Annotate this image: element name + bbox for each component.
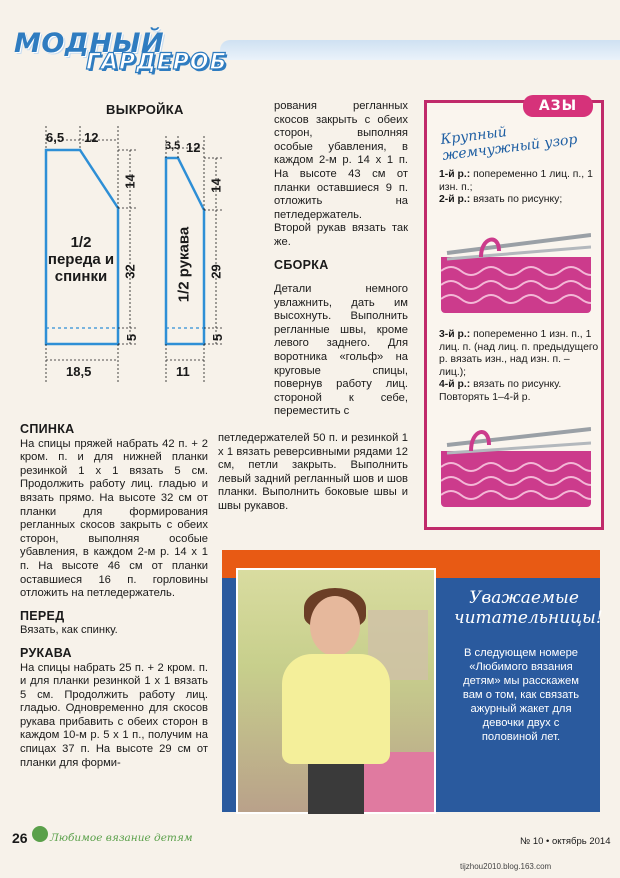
section-header [0,18,620,80]
sborka-text-narrow [274,283,408,419]
rukava-continuation: рования регланных скосов закрыть с обеих сторон, выполняя особые убавления, в каждом 2-м р. 14 х 1 п. На высоте 43 см от планки оставшиеся 9 п. отложить на петледержатель. [274,100,408,221]
sleeve-dim-top-right: 12 [186,140,201,155]
yarn-ball-icon [32,826,48,842]
section-title-rukava: РУКАВА [20,645,72,660]
issue-info: № 10 • октябрь 2014 [520,836,611,847]
sleeve-piece-label: 1/2 рукава [175,226,193,303]
rukava-text: На спицы набрать 25 п. + 2 кром. п. и для планки резинкой 1 х 1 вязать 5 см. Продолжить работу лиц. гладью. Одновременно для скосов рукава прибавить с обеих сторон в каждом 10-м р. 5 х 1 п., получим на спицах 37 п. На высоте 29 см от планки для форми- [20,661,208,769]
diagram-title: ВЫКРОЙКА [106,102,184,117]
sleeve-dim-bottom: 11 [176,364,190,379]
section-title-pered: ПЕРЕД [20,608,65,623]
sleeve-dim-lower: 5 [210,333,226,342]
row4-label: 4-й р.: [439,379,471,391]
photo-child-legs [308,764,364,814]
child-photo [236,568,436,814]
column-instructions-left [20,414,208,770]
pered-text: Вязать, как спинку. [20,624,118,637]
knitting-swatch-2 [441,421,591,507]
azy-badge: АЗЫ [523,95,593,117]
sleeve-dim-upper: 14 [208,178,224,193]
magazine-name: Любимое вязание детям [50,832,193,844]
front-dim-top-right: 12 [84,130,99,145]
note-text: В следующем номере «Любимого вязания детям» мы расскажем вам о том, как связать ажурный жакет для девочки двух с половиной лет. [462,647,580,743]
sleeve-dim-middle: 29 [208,264,224,279]
header-title-line2: ГАРДЕРОБ [86,50,228,75]
row4-text: вязать по рисунку. Повторять 1–4-й р. [439,379,562,403]
row2-label: 2-й р.: [439,194,471,206]
photo-child-face [310,596,360,656]
photo-knitted-cardigan [282,654,390,764]
row1-label: 1-й р.: [439,169,471,180]
header-title-line1: МОДНЫЙ [14,28,165,59]
column-instructions-top [274,100,408,273]
front-piece-label: 1/2 переда и спинки [47,234,115,285]
sborka-text-cont: петледержателей 50 п. и резинкой 1 х 1 вязать реверсивными рядами 12 см, петли закрыть. Выполнить левый задний регланный шов и шов планки. Выполнить боковые швы и швы рукавов. [218,432,408,512]
header-band [220,40,620,60]
knitting-swatch-1 [441,227,591,313]
front-dim-lower: 5 [124,333,140,342]
row2-text: вязать по рисунку; [470,194,563,206]
stitch-rows-3-4 [439,329,599,405]
section-title-spinka: СПИНКА [20,422,75,436]
section-title-sborka: СБОРКА [274,257,329,272]
image-credit: tijzhou2010.blog.163.com [460,862,552,871]
spinka-text: На спицы пряжей набрать 42 п. + 2 кром. п. и для нижней планки резинкой 1 х 1 вязать 5 см. Продолжить работу лиц. гладью и вязать прямо. На высоте 32 см от планки для формирования регланных скосов закрыть с обеих сторон, выполняя особые убавления, в каждом 2-м р. 14 х 1 п. На высоте 46 см от планки оставшиеся 16 п. горловины отложить на петледержатель. [20,437,208,600]
announcement-banner [222,550,603,812]
row3-label: 3-й р.: [439,329,471,340]
front-dim-bottom: 18,5 [66,364,92,379]
sleeve-dim-top-left: 3,5 [165,140,181,152]
page-number: 26 [12,830,28,846]
note-title: Уважаемые читательницы! [454,588,603,628]
front-dim-upper: 14 [122,174,138,189]
stitch-rows-1-2 [439,169,599,207]
front-dim-middle: 32 [122,264,138,279]
stitch-pattern-box [424,100,604,530]
row1-text: попеременно 1 лиц. п., 1 изн. п.; [439,169,593,193]
swatch-image-2 [441,421,591,507]
stitch-title: Крупный жемчужный узор [439,124,579,165]
pattern-diagram [18,92,268,392]
row3-text: попеременно 1 изн. п., 1 лиц. п. (над лиц. п. предыдущего р. вязать изн., над изн. п. – лиц.); [439,329,599,378]
sborka-text-wide [218,432,408,514]
front-dim-top-left: 6,5 [46,130,65,145]
second-sleeve-note: Второй рукав вязать так же. [274,222,408,248]
swatch-image-1 [441,227,591,313]
sborka-text: Детали немного увлажнить, дать им высохнуть. Выполнить регланные швы, кроме левого заднего. Для воротника «гольф» на круговые спицы, повернув работу лиц. стороной к себе, переместить с [274,283,408,418]
